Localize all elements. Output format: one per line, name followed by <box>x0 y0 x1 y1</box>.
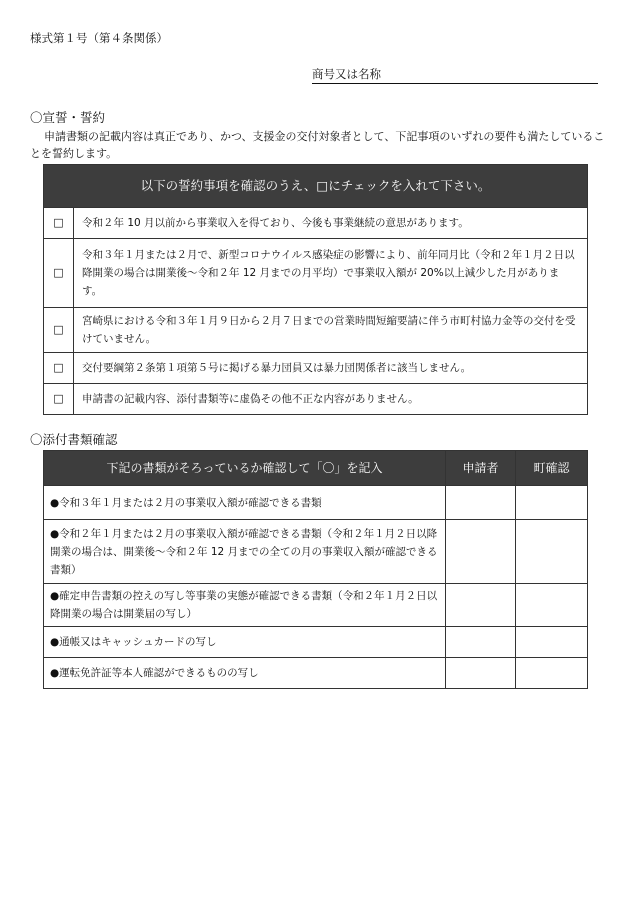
town-check-cell[interactable] <box>516 584 588 627</box>
town-check-cell[interactable] <box>516 658 588 689</box>
pledge-table-header-row <box>44 165 588 208</box>
pledge-section-title: 〇宣誓・誓約 <box>30 110 106 125</box>
documents-table <box>43 450 588 689</box>
documents-section-title: 〇添付書類確認 <box>30 432 118 447</box>
document-item: ●通帳又はキャッシュカードの写し <box>44 627 446 658</box>
form-number: 様式第１号（第４条関係） <box>30 31 168 45</box>
applicant-check-cell[interactable] <box>446 520 516 584</box>
pledge-table <box>43 164 588 415</box>
pledge-intro: 申請書類の記載内容は真正であり、かつ、支援金の交付対象者として、下記事項のいずれの要件も満たしていることを誓約します。 <box>30 130 605 160</box>
documents-header-applicant: 申請者 <box>446 451 516 486</box>
pledge-row <box>44 353 588 384</box>
pledge-table-header: 以下の誓約事項を確認のうえ、□にチェックを入れて下さい。 <box>44 165 588 208</box>
pledge-row <box>44 208 588 239</box>
pledge-checkbox[interactable]: □ <box>44 239 74 308</box>
town-check-cell[interactable] <box>516 520 588 584</box>
applicant-check-cell[interactable] <box>446 486 516 520</box>
documents-table-header-row <box>44 451 588 486</box>
pledge-item: 申請書の記載内容、添付書類等に虚偽その他不正な内容がありません。 <box>74 384 588 415</box>
document-item: ●令和３年１月または２月の事業収入額が確認できる書類 <box>44 486 446 520</box>
pledge-item: 令和２年 10 月以前から事業収入を得ており、今後も事業継続の意思があります。 <box>74 208 588 239</box>
documents-header-main: 下記の書類がそろっているか確認して「〇」を記入 <box>44 451 446 486</box>
pledge-row <box>44 384 588 415</box>
company-name-label: 商号又は名称 <box>312 67 381 81</box>
document-row <box>44 627 588 658</box>
town-check-cell[interactable] <box>516 627 588 658</box>
pledge-checkbox[interactable]: □ <box>44 353 74 384</box>
applicant-check-cell[interactable] <box>446 658 516 689</box>
pledge-item: 交付要綱第２条第１項第５号に掲げる暴力団員又は暴力団関係者に該当しません。 <box>74 353 588 384</box>
document-row <box>44 658 588 689</box>
documents-header-town: 町確認 <box>516 451 588 486</box>
pledge-item: 宮崎県における令和３年１月９日から２月７日までの営業時間短縮要請に伴う市町村協力金等の交付を受けていません。 <box>74 308 588 353</box>
town-check-cell[interactable] <box>516 486 588 520</box>
pledge-checkbox[interactable]: □ <box>44 208 74 239</box>
pledge-checkbox[interactable]: □ <box>44 384 74 415</box>
pledge-row <box>44 308 588 353</box>
applicant-check-cell[interactable] <box>446 584 516 627</box>
document-item: ●運転免許証等本人確認ができるものの写し <box>44 658 446 689</box>
pledge-item: 令和３年１月または２月で、新型コロナウイルス感染症の影響により、前年同月比（令和２年１月２日以降開業の場合は開業後～令和２年 12 月までの月平均）で事業収入額が 20%以上減少した月があります。 <box>74 239 588 308</box>
document-row <box>44 520 588 584</box>
document-item: ●確定申告書類の控えの写し等事業の実態が確認できる書類（令和２年１月２日以降開業の場合は開業届の写し） <box>44 584 446 627</box>
document-row <box>44 584 588 627</box>
document-item: ●令和２年１月または２月の事業収入額が確認できる書類（令和２年１月２日以降開業の場合は、開業後～令和２年 12 月までの全ての月の事業収入額が確認できる書類） <box>44 520 446 584</box>
company-name-field[interactable] <box>312 66 598 84</box>
pledge-row <box>44 239 588 308</box>
document-row <box>44 486 588 520</box>
pledge-checkbox[interactable]: □ <box>44 308 74 353</box>
applicant-check-cell[interactable] <box>446 627 516 658</box>
